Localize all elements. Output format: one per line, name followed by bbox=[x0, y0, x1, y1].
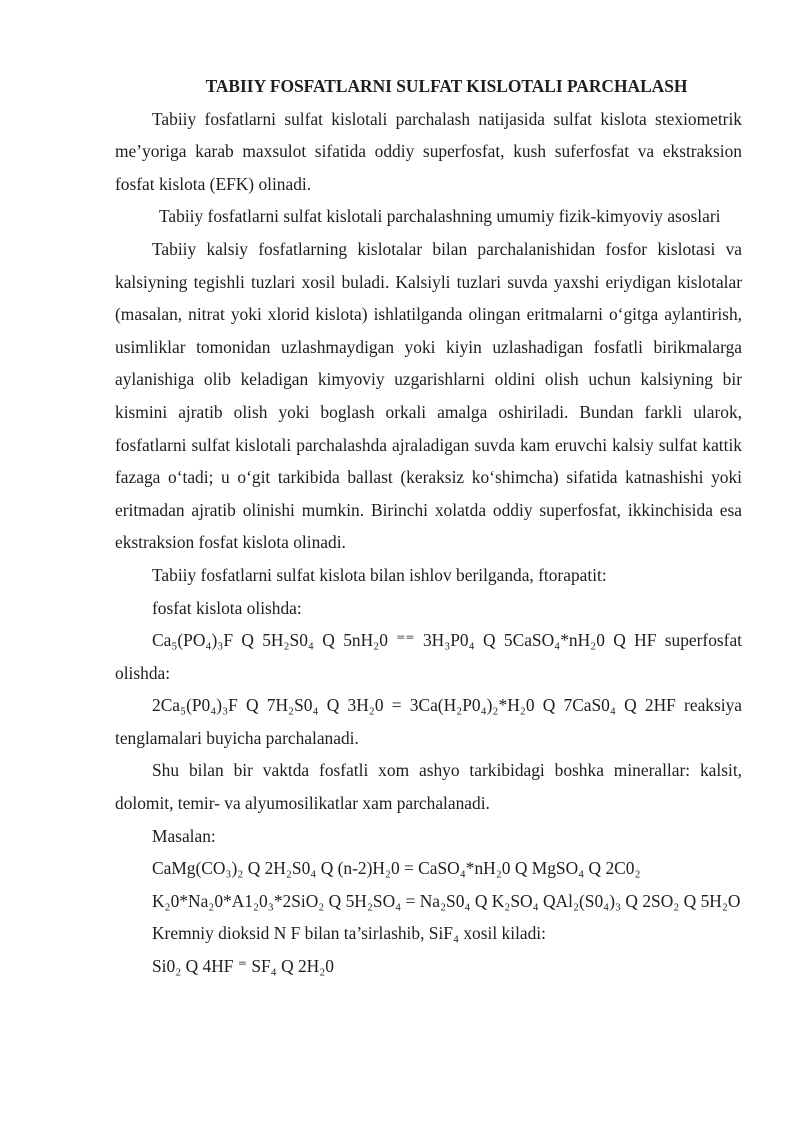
section-heading: Tabiiy fosfatlarni sulfat kislotali parchalashning umumiy fizik-kimyoviy asoslari bbox=[159, 206, 721, 227]
paragraph-minerals: Shu bilan bir vaktda fosfatli xom ashyo tarkibidagi boshka minerallar: kalsit, dolomit, temir- va alyumosilikatlar xam parchalanadi. bbox=[115, 760, 742, 814]
equation-2: 2Ca₅(P0₄)₃F Q 7H₂S0₄ Q 3H₂0 = 3Ca(H₂P0₄)₂*H₂0 Q 7CaS0₄ Q 2HF reaksiya tenglamalari buyicha parchalanadi. bbox=[115, 695, 742, 748]
document-page bbox=[115, 70, 742, 983]
paragraph-main: Tabiiy kalsiy fosfatlarning kislotalar bilan parchalanishidan fosfor kislotasi va kalsiyning tegishli tuzlari xosil buladi. Kalsiyli tuzlari suvda yaxshi eriydigan kislotalar (masalan, nitrat yoki xlorid kislota) ishlatilganda olingan eritmalarni o‘gitga aylantirish, usimliklar tomonidan uzlashmaydigan yoki kiyin uzlashadigan fosfatli birikmalarga aylanishiga olib keladigan kimyoviy uzgarishlarni oldini olish uchun kalsiyning bir kismini ajratib olish yoki boglash orkali amalga oshiriladi. Bundan farkli ularok, fosfatlarni sulfat kislotali parchalashda ajraladigan suvda kam eruvchi kalsiy sulfat kattik fazaga o‘tadi; u o‘git tarkibida ballast (keraksiz ko‘shimcha) sifatida katnashishi yoki eritmadan ajratib olinishi mumkin. Birinchi xolatda oddiy superfosfat, ikkinchisida esa ekstraksion fosfat kislota olinadi. bbox=[115, 238, 742, 553]
paragraph-ftorapatit: Tabiiy fosfatlarni sulfat kislota bilan ishlov berilganda, ftorapatit: bbox=[152, 564, 607, 585]
paragraph-masalan: Masalan: bbox=[152, 825, 216, 846]
equation-3: CaMg(CO₃)₂ Q 2H₂S0₄ Q (n-2)H₂0 = CaSO₄*nH₂0 Q MgSO₄ Q 2C0₂ bbox=[152, 858, 641, 879]
equation-5: Si0₂ Q 4HF ⁼ SF₄ Q 2H₂0 bbox=[152, 956, 334, 977]
equation-1: Ca₅(PO₄)₃F Q 5H₂S0₄ Q 5nH₂0 ⁼⁼ 3H₃P0₄ Q 5CaSO₄*nH₂0 Q HF superfosfat olishda: bbox=[115, 630, 742, 683]
paragraph-kremniy: Kremniy dioksid N F bilan ta’sirlashib, SiF₄ xosil kiladi: bbox=[152, 923, 546, 944]
equation-4: K₂0*Na₂0*A1₂0₃*2SiO₂ Q 5H₂SO₄ = Na₂S0₄ Q K₂SO₄ QAl₂(S0₄)₃ Q 2SO₂ Q 5H₂O bbox=[152, 890, 741, 911]
document-title: TABIIY FOSFATLARNI SULFAT KISLOTALI PARCHALASH bbox=[205, 76, 688, 96]
paragraph-intro: Tabiiy fosfatlarni sulfat kislotali parchalash natijasida sulfat kislota stexiometrik me’yoriga karab maxsulot sifatida oddiy superfosfat, kush suferfosfat va ekstraksion fosfat kislota (EFK) olinadi. bbox=[115, 108, 742, 194]
paragraph-fosfat-kislota: fosfat kislota olishda: bbox=[152, 597, 302, 618]
